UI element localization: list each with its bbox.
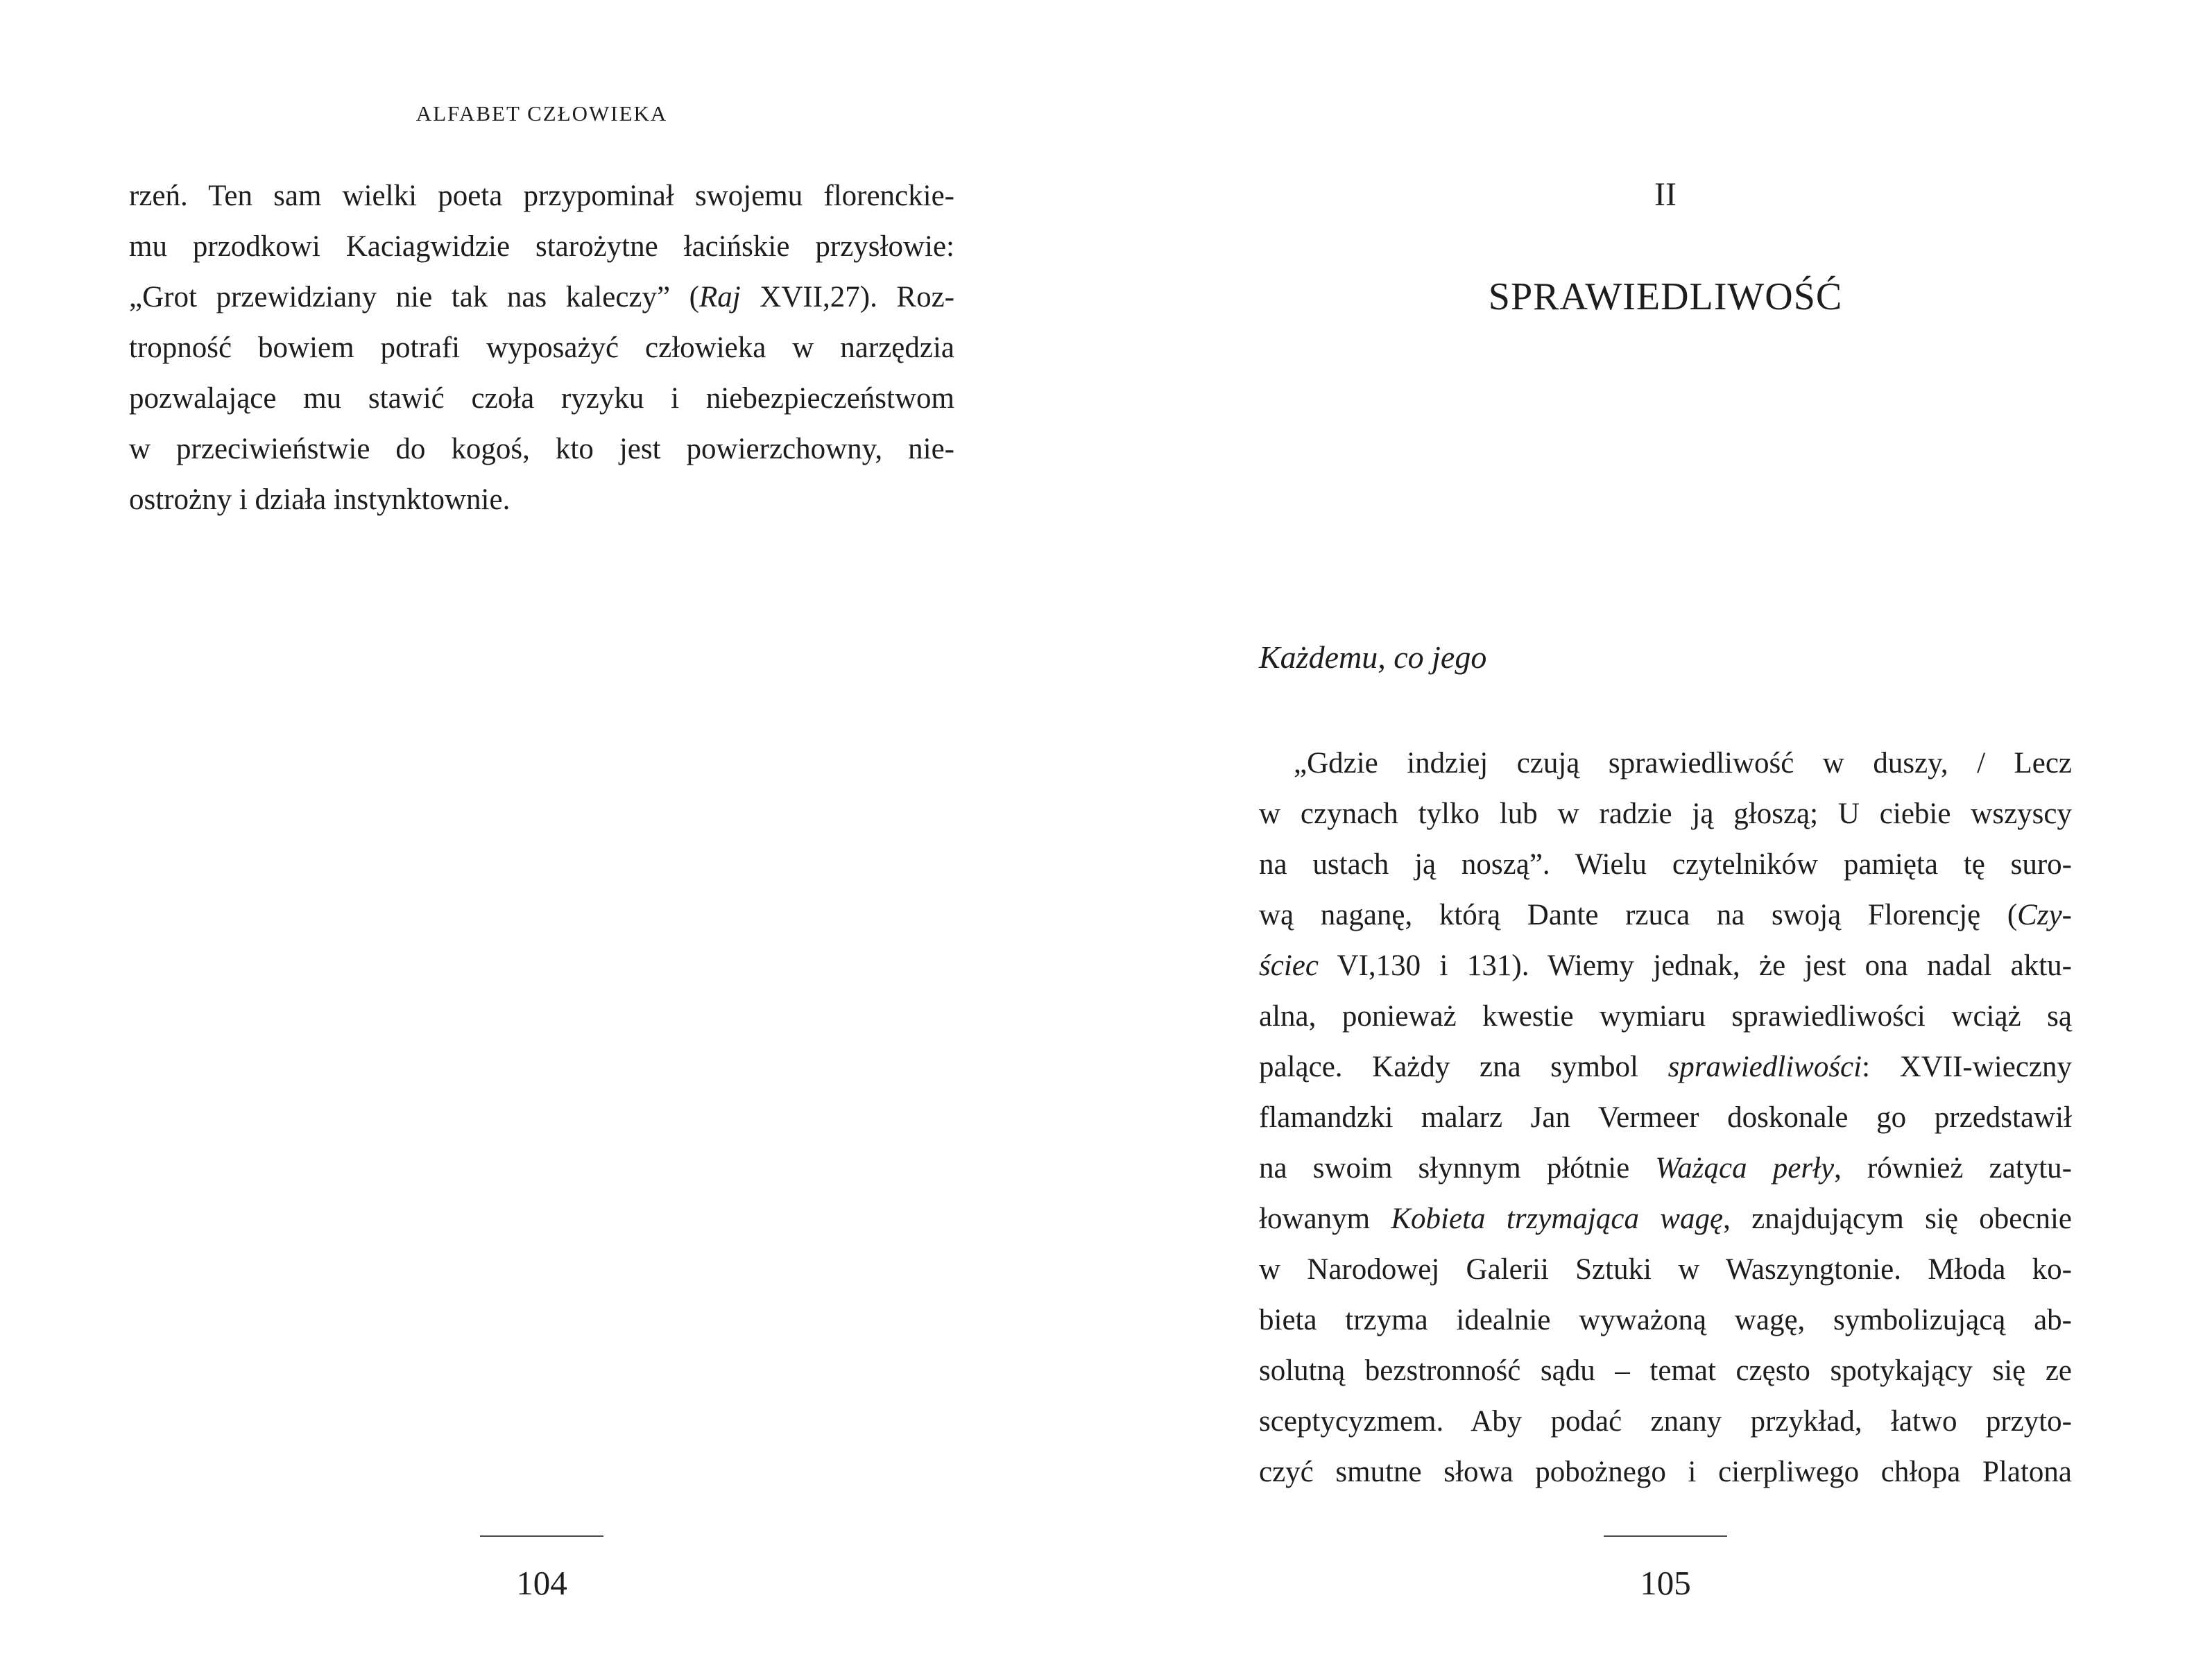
text-line: wą naganę, którą Dante rzuca na swoją Florencję (Czy- xyxy=(1259,899,2072,931)
text-line: mu przodkowi Kaciagwidzie starożytne łacińskie przysłowie: xyxy=(129,230,954,263)
text-line: ostrożny i działa instynktownie. xyxy=(129,483,511,516)
text-line: „Grot przewidziany nie tak nas kaleczy” (Raj XVII,27). Roz- xyxy=(129,281,955,313)
text-line: flamandzki malarz Jan Vermeer doskonale go przedstawił xyxy=(1259,1101,2072,1134)
text-line: pozwalające mu stawić czoła ryzyku i niebezpieczeństwom xyxy=(129,382,954,415)
text-line: w przeciwieństwie do kogoś, kto jest powierzchowny, nie- xyxy=(129,433,954,465)
page-number-left: 104 xyxy=(516,1564,567,1602)
text-line: sceptycyzmem. Aby podać znany przykład, łatwo przyto- xyxy=(1259,1405,2072,1438)
page-right xyxy=(1259,0,2072,1679)
text-line: czyć smutne słowa pobożnego i cierpliwego chłopa Platona xyxy=(1259,1456,2072,1488)
right-paragraph xyxy=(1259,738,2072,1497)
chapter-title: SPRAWIEDLIWOŚĆ xyxy=(1488,275,1843,318)
left-paragraph xyxy=(129,171,954,525)
text-line: łowanym Kobieta trzymająca wagę, znajdującym się obecnie xyxy=(1259,1203,2072,1235)
running-head: ALFABET CZŁOWIEKA xyxy=(415,101,668,126)
section-subtitle: Każdemu, co jego xyxy=(1259,639,1487,675)
page-number-right: 105 xyxy=(1640,1564,1691,1602)
text-line: palące. Każdy zna symbol sprawiedliwości: XVII-wieczny xyxy=(1259,1051,2072,1083)
page-left xyxy=(129,0,954,1679)
text-line: bieta trzyma idealnie wyważoną wagę, symbolizującą ab- xyxy=(1259,1304,2072,1336)
text-line: alna, ponieważ kwestie wymiaru sprawiedliwości wciąż są xyxy=(1259,1000,2072,1033)
chapter-number: II xyxy=(1654,176,1677,213)
text-line: solutną bezstronność sądu – temat często spotykający się ze xyxy=(1259,1354,2072,1387)
text-line: na swoim słynnym płótnie Ważąca perły, również zatytu- xyxy=(1259,1152,2073,1185)
text-line: tropność bowiem potrafi wyposażyć człowieka w narzędzia xyxy=(129,332,954,364)
text-line: ściec VI,130 i 131). Wiemy jednak, że jest ona nadal aktu- xyxy=(1259,949,2072,982)
footer-rule-right xyxy=(1604,1535,1727,1537)
text-line: w Narodowej Galerii Sztuki w Waszyngtonie. Młoda ko- xyxy=(1259,1253,2072,1286)
text-line: w czynach tylko lub w radzie ją głoszą; U ciebie wszyscy xyxy=(1259,798,2072,830)
text-line: rzeń. Ten sam wielki poeta przypominał swojemu florenckie- xyxy=(129,180,954,212)
text-line: na ustach ją noszą”. Wielu czytelników pamięta tę suro- xyxy=(1259,848,2072,881)
text-line: „Gdzie indziej czują sprawiedliwość w duszy, / Lecz xyxy=(1294,747,2072,780)
footer-rule-left xyxy=(480,1535,603,1537)
